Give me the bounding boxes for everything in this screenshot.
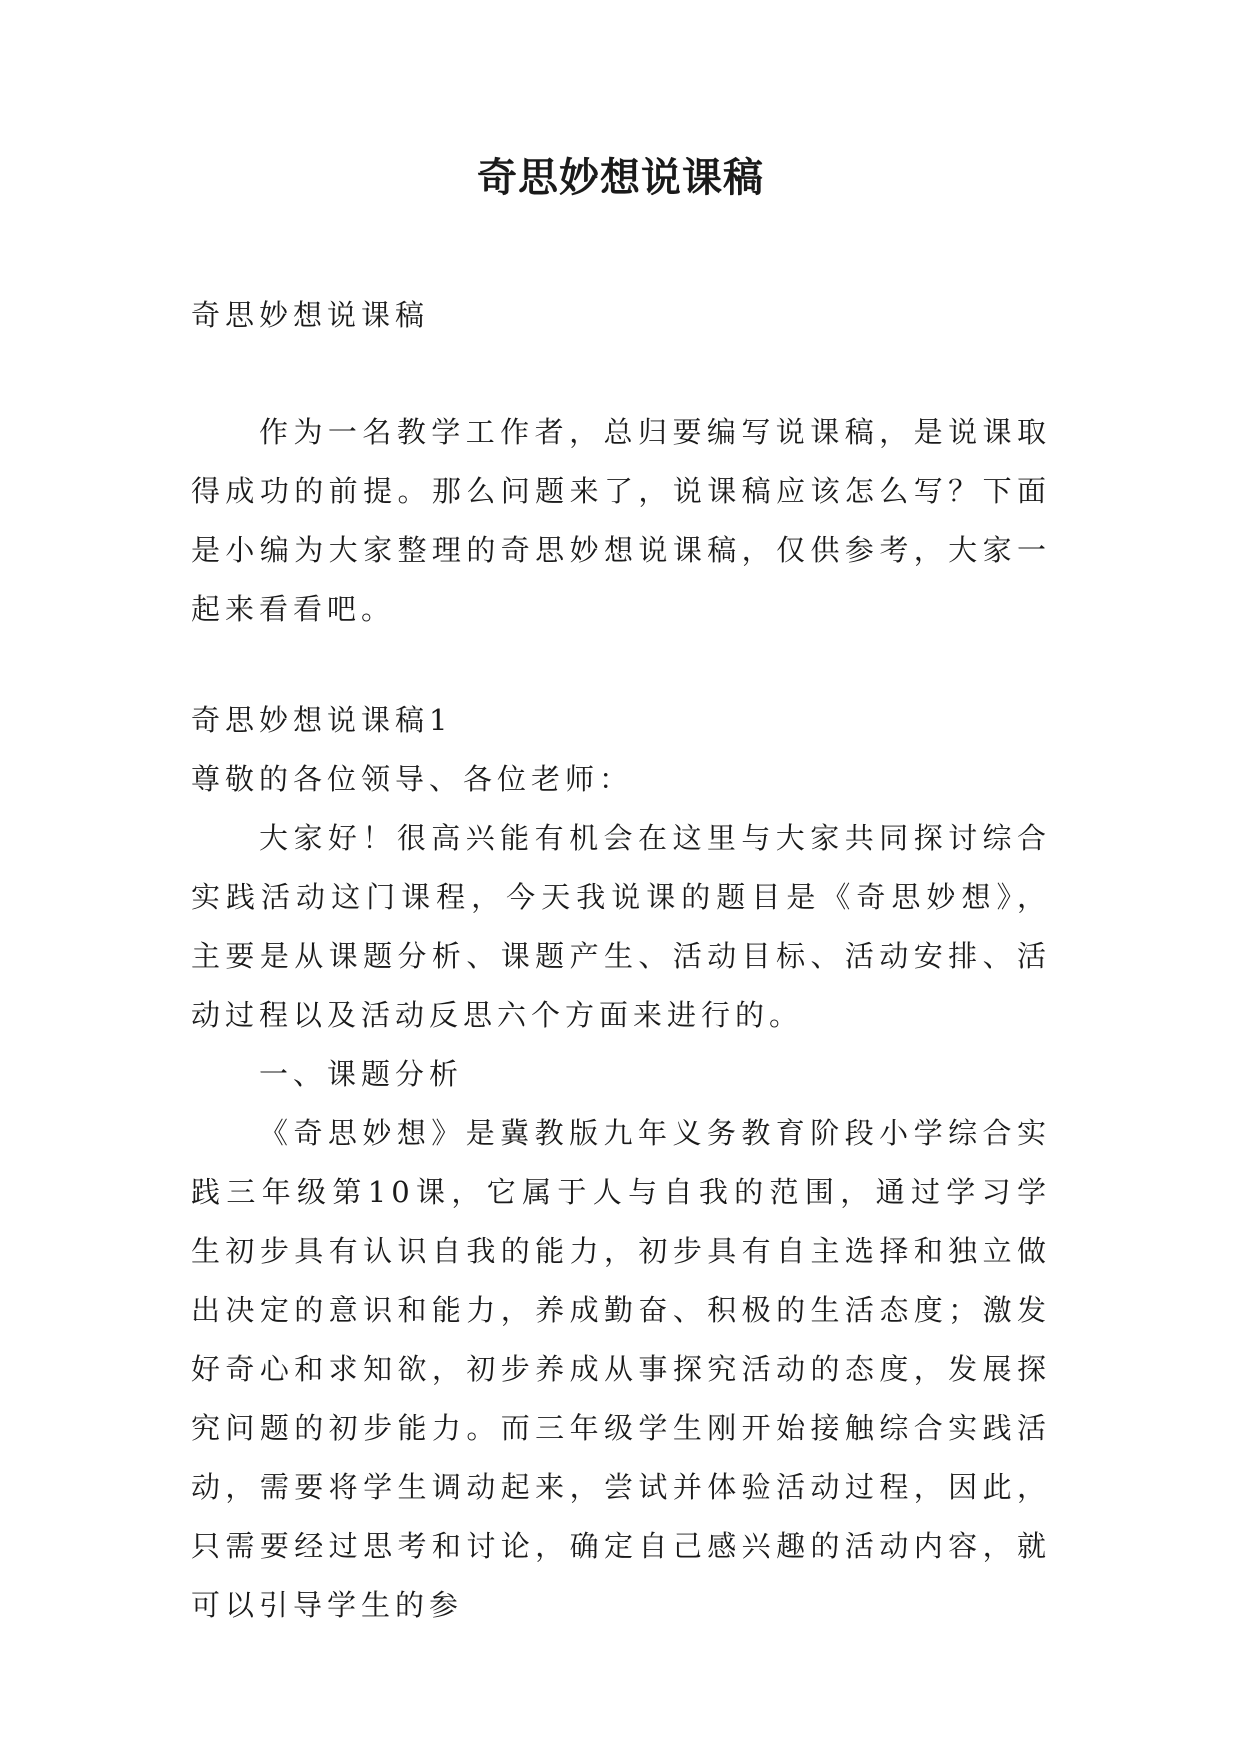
analysis-paragraph: 《奇思妙想》是冀教版九年义务教育阶段小学综合实践三年级第10课，它属于人与自我的范围，通过学习学生初步具有认识自我的能力，初步具有自主选择和独立做出决定的意识和能力，养成勤奋、积极的生活态度；激发好奇心和求知欲，初步养成从事探究活动的态度，发展探究问题的初步能力。而三年级学生刚开始接触综合实践活动，需要将学生调动起来，尝试并体验活动过程，因此，只需要经过思考和讨论，确定自己感兴趣的活动内容，就可以引导学生的参 [191,1116,1051,1622]
intro-paragraph: 作为一名教学工作者，总归要编写说课稿，是说课取得成功的前提。那么问题来了，说课稿应该怎么写？下面是小编为大家整理的奇思妙想说课稿，仅供参考，大家一起来看看吧。 [191,415,1051,626]
part-one-heading: 一、课题分析 [259,1057,464,1091]
section-heading: 奇思妙想说课稿1 [191,703,453,737]
document-title: 奇思妙想说课稿 [477,154,764,201]
document-subtitle: 奇思妙想说课稿 [191,298,430,332]
hello-paragraph: 大家好！很高兴能有机会在这里与大家共同探讨综合实践活动这门课程，今天我说课的题目是《奇思妙想》，主要是从课题分析、课题产生、活动目标、活动安排、活动过程以及活动反思六个方面来进行的。 [191,821,1051,1032]
greeting-line: 尊敬的各位领导、各位老师： [191,762,634,796]
